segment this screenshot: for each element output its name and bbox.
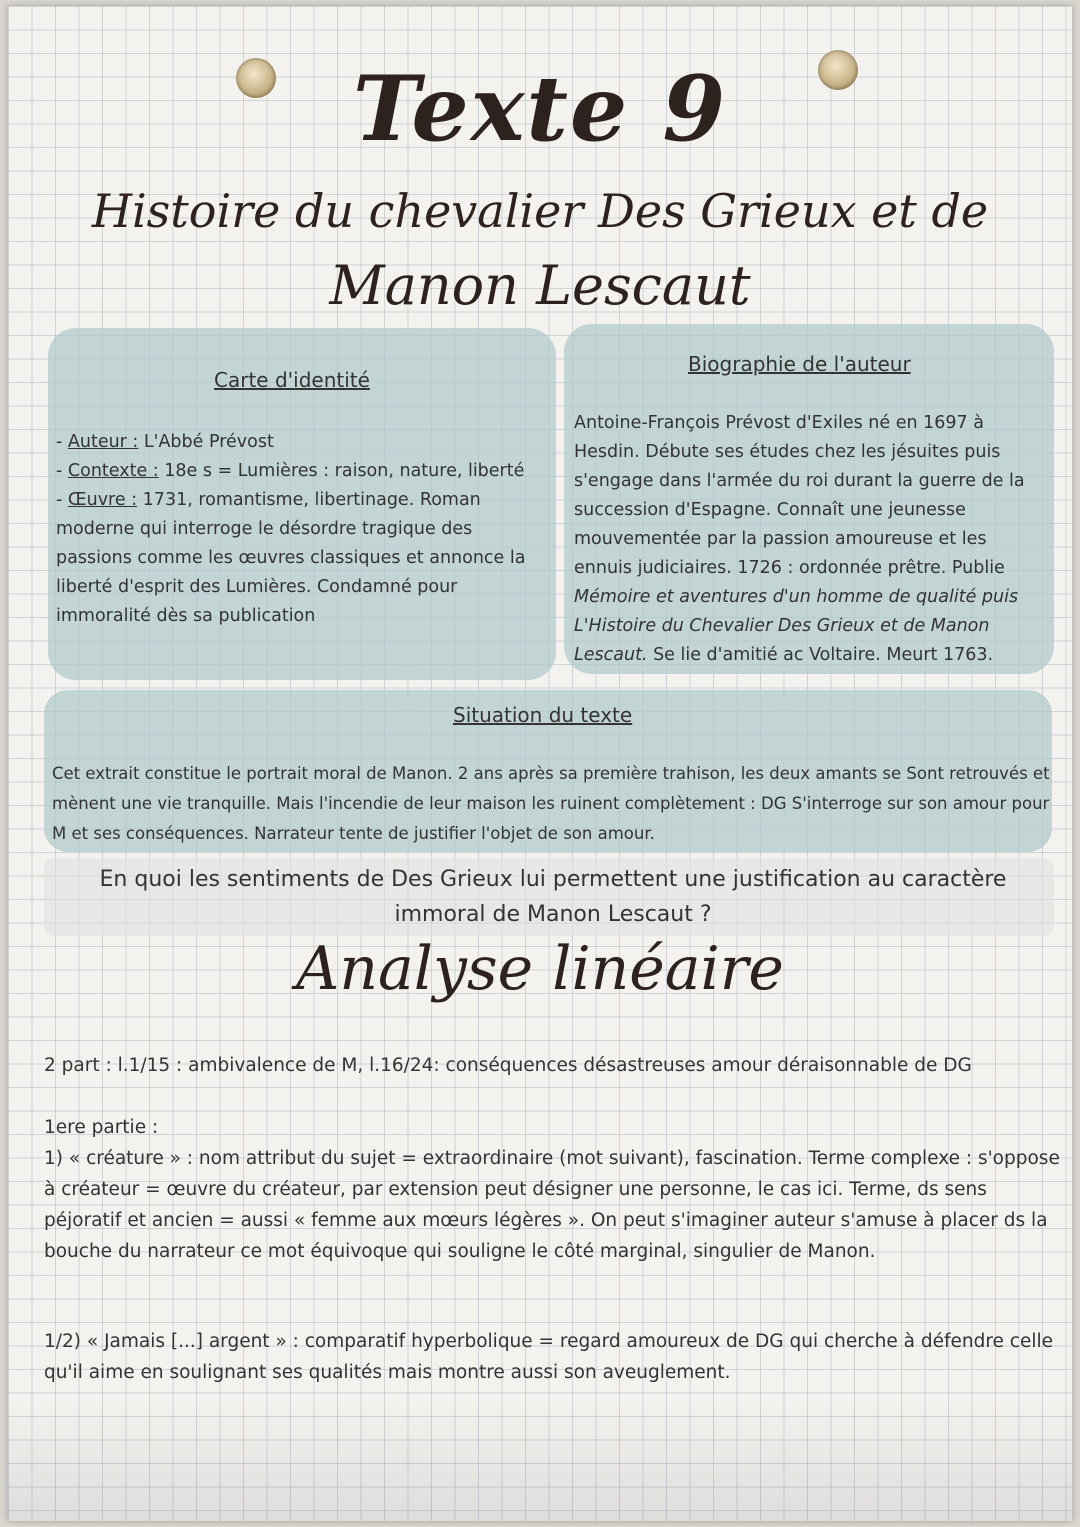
page-subtitle-line1: Histoire du chevalier Des Grieux et de <box>91 184 989 238</box>
identity-contexte-line: - Contexte : 18e s = Lumières : raison, nature, liberté <box>56 461 525 481</box>
biography-content <box>574 409 1046 670</box>
biography-text-part1: Antoine-François Prévost d'Exiles né en 1697 à Hesdin. Débute ses études chez les jésuites puis s'engage dans l'armée du roi durant la guerre de la succession d'Espagne. Connaît une jeunesse mouvementée par la passion amoureuse et les ennuis judiciaires. 1726 : ordonnée prêtre. Publie <box>574 413 1025 578</box>
situation-heading: Situation du texte <box>453 703 633 727</box>
biography-heading: Biographie de l'auteur <box>688 352 911 376</box>
auteur-label: Auteur : <box>67 432 139 452</box>
part1-section <box>44 1112 1060 1267</box>
situation-content: Cet extrait constitue le portrait moral de Manon. 2 ans après sa première trahison, les deux amants se Sont retrouvés et mènent une vie tranquille. Mais l'incendie de leur maison les ruinent complètement : DG S'interroge sur son amour pour M et ses conséquences. Narrateur tente de justifier l'objet de son amour. <box>52 764 1050 843</box>
page-shadow <box>8 1401 1072 1521</box>
contexte-label: Contexte : <box>67 461 159 481</box>
notebook-page <box>8 6 1072 1521</box>
biography-works-italic: Mémoire et aventures d'un homme de qualité puis L'Histoire du Chevalier Des Grieux et de Manon Lescaut. <box>574 587 1019 665</box>
part1-item-2: 1/2) « Jamais [...] argent » : comparatif hyperbolique = regard amoureux de DG qui cherche à défendre celle qu'il aime en soulignant ses qualités mais montre aussi son aveuglement. <box>44 1331 1054 1383</box>
page-title: Texte 9 <box>352 56 728 162</box>
analyse-plan: 2 part : l.1/15 : ambivalence de M, l.16/24: conséquences désastreuses amour déraisonnable de DG <box>44 1055 972 1076</box>
oeuvre-value: 1731, romantisme, libertinage. Roman moderne qui interroge le désordre tragique des passions comme les œuvres classiques et annonce la liberté d'esprit des Lumières. Condamné pour immoralité dès sa publication <box>56 490 526 626</box>
page-subtitle-line2: Manon Lescaut <box>329 254 751 317</box>
contexte-value: 18e s = Lumières : raison, nature, liberté <box>158 461 525 481</box>
biography-text-part2: Se lie d'amitié ac Voltaire. Meurt 1763. <box>647 645 994 665</box>
identity-oeuvre-line: - Œuvre : 1731, romantisme, libertinage. Roman moderne qui interroge le désordre tragique des passions comme les œuvres classiques et annonce la liberté d'esprit des Lumières. Condamné pour immoralité dès sa publication <box>56 490 526 626</box>
identity-auteur-line: - Auteur : L'Abbé Prévost <box>56 432 274 452</box>
identity-card-heading: Carte d'identité <box>214 368 370 392</box>
analyse-title: Analyse linéaire <box>296 934 784 1004</box>
auteur-value: L'Abbé Prévost <box>138 432 274 452</box>
part1-item-1: 1) « créature » : nom attribut du sujet = extraordinaire (mot suivant), fascination. Terme complexe : s'oppose à créateur = œuvre du créateur, par extension peut désigner une personne, le cas ici. Terme, ds sens péjoratif et ancien = aussi « femme aux mœurs légères ». On peut s'imaginer auteur s'amuse à placer ds la bouche du narrateur ce mot équivoque qui souligne le côté marginal, singulier de Manon. <box>44 1148 1060 1262</box>
part1-heading: 1ere partie : <box>44 1117 159 1138</box>
problematique-question: En quoi les sentiments de Des Grieux lui permettent une justification au caractère immoral de Manon Lescaut ? <box>99 867 1007 927</box>
identity-card-content <box>56 428 550 631</box>
oeuvre-label: Œuvre : <box>67 490 138 510</box>
